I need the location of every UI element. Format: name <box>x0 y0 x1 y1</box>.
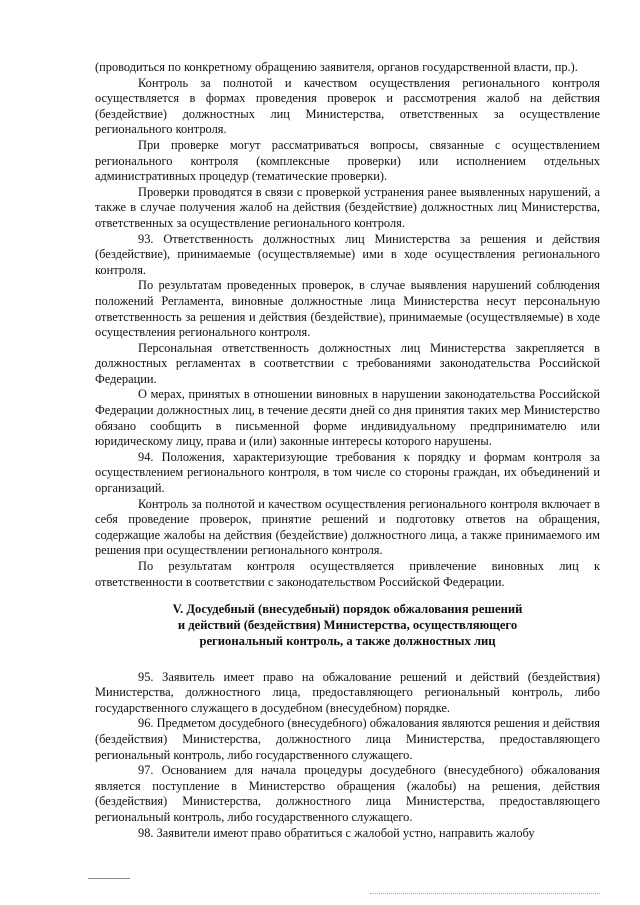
section-heading-line-3: региональный контроль, а также должностных лиц <box>199 633 496 648</box>
paragraph: 94. Положения, характеризующие требования к порядку и формам контроля за осуществлением регионального контроля, в том числе со стороны граждан, их объединений и организаций. <box>95 449 600 496</box>
paragraph: 98. Заявители имеют право обратиться с жалобой устно, направить жалобу <box>138 825 535 840</box>
paragraphs-after-section <box>95 670 600 842</box>
paragraph: По результатам контроля осуществляется привлечение виновных лиц к ответственности в соответствии с законодательством Российской Федерации. <box>95 559 600 589</box>
page-bottom-dotted-line <box>370 893 600 894</box>
paragraph: Персональная ответственность должностных лиц Министерства закрепляется в должностных регламентах в соответствии с требованиями законодательства Российской Федерации. <box>95 340 600 386</box>
section-heading-line-2: и действий (бездействия) Министерства, осуществляющего <box>177 617 518 632</box>
paragraph: 96. Предметом досудебного (внесудебного) обжалования являются решения и действия (бездействия) Министерства, должностного лица Министерства, предоставляющего региональный контроль, либо государственного служащего. <box>95 716 600 762</box>
footnote-separator <box>88 878 130 879</box>
paragraph: 97. Основанием для начала процедуры досудебного (внесудебного) обжалования является поступление в Министерство обращения (жалобы) на решения, действия (бездействия) Министерства, должностного лица Министерства, предоставляющего региональный контроль, либо государственного служащего. <box>95 763 600 824</box>
paragraphs-before-section <box>95 60 600 590</box>
paragraph: Контроль за полнотой и качеством осуществления регионального контроля включает в себя проведение проверок, принятие решений и подготовку ответов на обращения, содержащие жалобы на действия (бездействие) должностного лица, а также принимаемого им решения при осуществлении регионального контроля. <box>95 496 600 558</box>
paragraph: Проверки проводятся в связи с проверкой устранения ранее выявленных нарушений, а также в случае получения жалоб на действия (бездействие) должностных лиц Министерства, ответственных за осуществление регионального контроля. <box>95 184 600 230</box>
section-heading <box>95 602 600 649</box>
paragraph: Контроль за полнотой и качеством осуществления регионального контроля осуществляется в формах проведения проверок и рассмотрения жалоб на действия (бездействие) должностных лиц Министерства, ответственных за осуществление регионального контроля. <box>95 75 600 137</box>
section-heading-line-1: V. Досудебный (внесудебный) порядок обжалования решений <box>172 602 523 617</box>
paragraph: При проверке могут рассматриваться вопросы, связанные с осуществлением регионального контроля (комплексные проверки) или исполнением отдельных административных процедур (тематические проверки). <box>95 137 600 184</box>
paragraph: (проводиться по конкретному обращению заявителя, органов государственной власти, пр.). <box>95 60 578 74</box>
paragraph: 95. Заявитель имеет право на обжалование решений и действий (бездействия) Министерства, должностного лица, предоставляющего региональный контроль, либо государственного служащего в досудебном (внесудебном) порядке. <box>95 669 600 715</box>
paragraph: О мерах, принятых в отношении виновных в нарушении законодательства Российской Федерации должностных лиц, в течение десяти дней со дня принятия таких мер Министерство обязано сообщить в письменной форме индивидуальному предпринимателю или юридическому лицу, права и (или) законные интересы которого нарушены. <box>95 387 600 449</box>
paragraph: По результатам проведенных проверок, в случае выявления нарушений соблюдения положений Регламента, виновные должностные лица Министерства несут персональную ответственность за решения и действия (бездействие), принимаемые (осуществляемые) в ходе осуществления регионального контроля. <box>95 278 600 340</box>
document-body <box>95 60 600 841</box>
paragraph: 93. Ответственность должностных лиц Министерства за решения и действия (бездействие), принимаемые (осуществляемые) ими в ходе осуществления регионального контроля. <box>95 231 600 277</box>
